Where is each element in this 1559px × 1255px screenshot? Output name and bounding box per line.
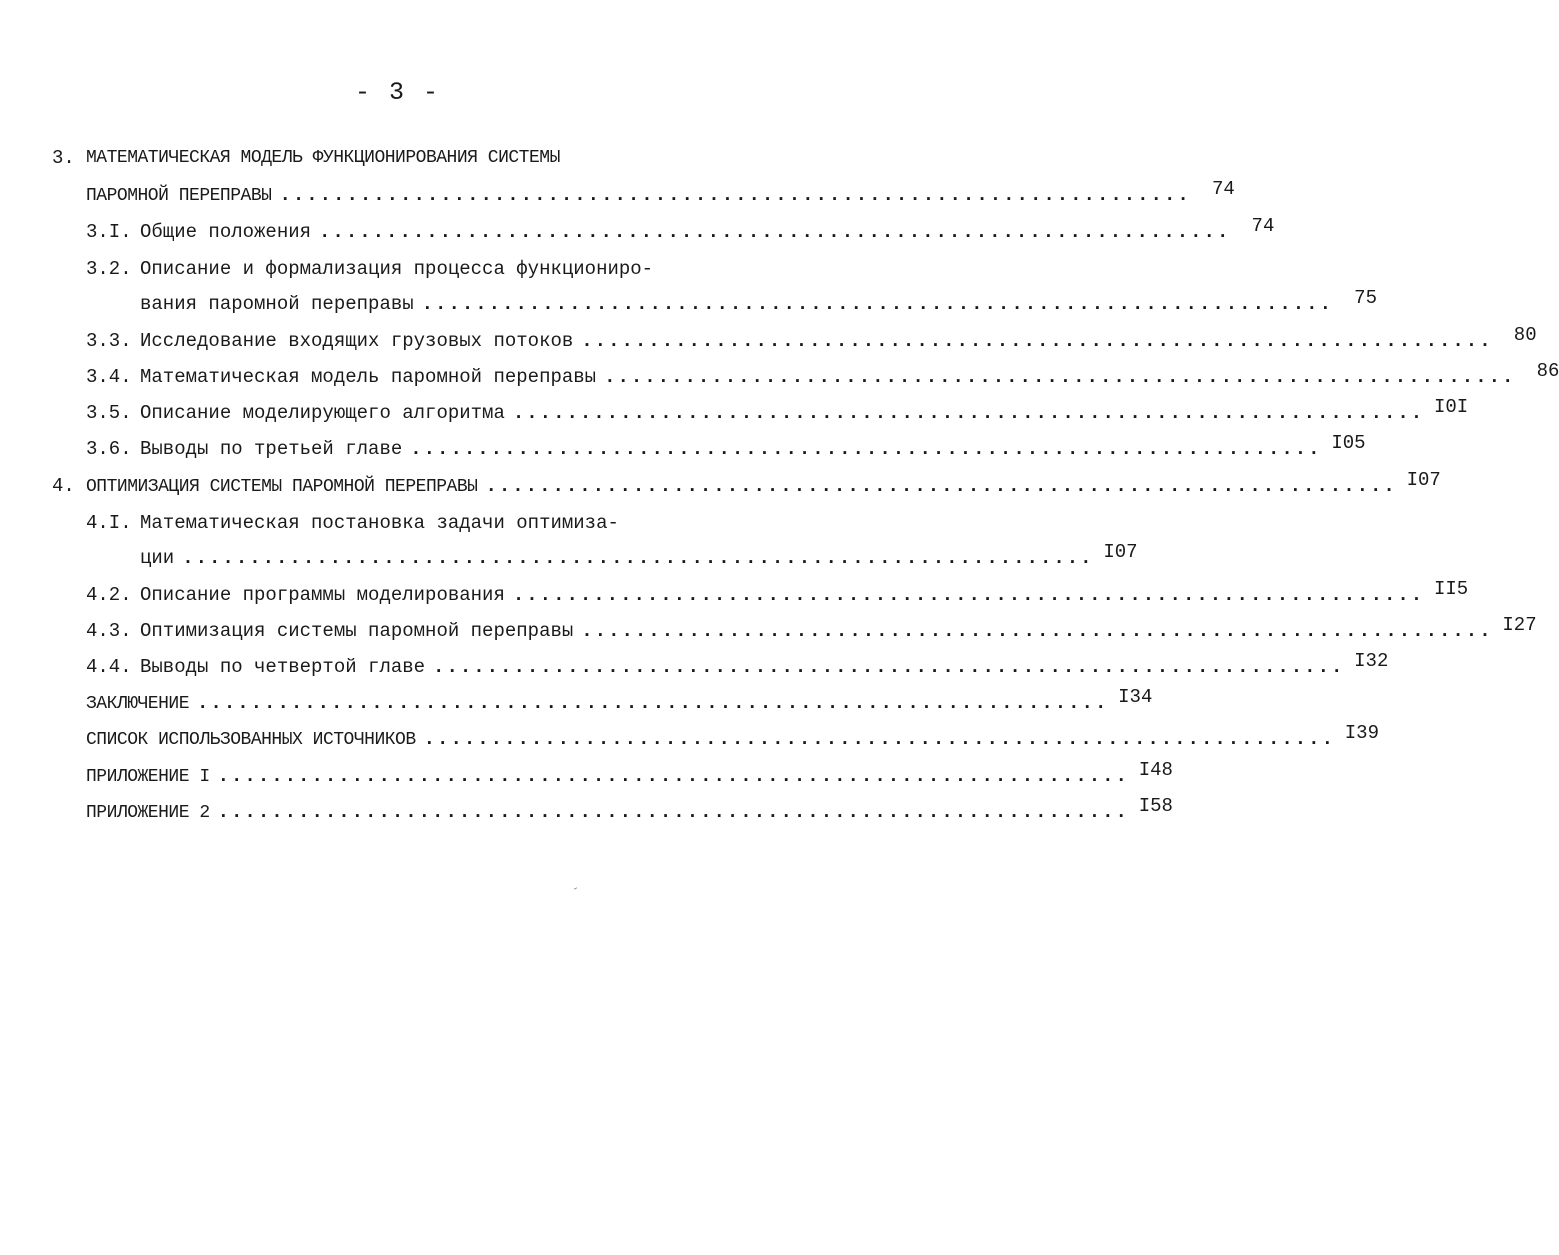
toc-section-3-1-page: 74	[1251, 215, 1275, 237]
toc-conclusion	[86, 686, 1153, 716]
toc-leader-dots: ....................................................................	[197, 692, 1109, 714]
toc-section-4-3-page: I27	[1502, 614, 1537, 636]
toc-chapter-3-title-line2: ПАРОМНОЙ ПЕРЕПРАВЫ	[86, 186, 272, 206]
toc-section-3-2-number: 3.2.	[86, 258, 132, 280]
toc-leader-dots: ....................................................................	[512, 402, 1425, 424]
toc-section-3-3-page: 80	[1513, 324, 1537, 346]
toc-leader-dots: ....................................................................	[410, 438, 1322, 460]
toc-leader-dots: ....................................................................	[433, 656, 1345, 678]
toc-section-4-4-number: 4.4.	[86, 656, 132, 678]
toc-section-4-1-line1	[86, 511, 680, 535]
toc-section-3-5-page: I0I	[1433, 396, 1469, 418]
toc-sources-title: СПИСОК ИСПОЛЬЗОВАННЫХ ИСТОЧНИКОВ	[86, 730, 416, 750]
toc-section-3-5-number: 3.5.	[86, 402, 132, 424]
toc-leader-dots: ....................................................................	[512, 584, 1425, 606]
toc-leader-dots: ....................................................................	[423, 728, 1335, 750]
toc-chapter-4-title: ОПТИМИЗАЦИЯ СИСТЕМЫ ПАРОМНОЙ ПЕРЕПРАВЫ	[86, 477, 478, 497]
toc-conclusion-title: ЗАКЛЮЧЕНИЕ	[86, 694, 190, 714]
toc-section-3-2-line2	[140, 287, 1377, 316]
toc-appendix-1	[86, 759, 1173, 789]
toc-leader-dots: ....................................................................	[581, 330, 1493, 352]
toc-section-3-2-title-line1: Описание и формализация процесса функциониро-	[140, 258, 654, 280]
toc-section-4-1-line2	[140, 541, 1138, 570]
page-number: - 3 -	[354, 78, 440, 107]
toc-chapter-3-title-line1: МАТЕМАТИЧЕСКАЯ МОДЕЛЬ ФУНКЦИОНИРОВАНИЯ СИСТЕМЫ	[86, 148, 560, 168]
toc-leader-dots: ....................................................................	[279, 184, 1191, 206]
toc-section-3-1-title: Общие положения	[140, 221, 312, 243]
toc-leader-dots: ....................................................................	[217, 765, 1129, 787]
toc-section-3-1-number: 3.I.	[86, 221, 132, 243]
toc-section-4-2-title: Описание программы моделирования	[140, 584, 505, 606]
toc-leader-dots: ....................................................................	[485, 475, 1397, 497]
toc-leader-dots: ....................................................................	[319, 221, 1231, 243]
toc-chapter-4-row	[86, 469, 1441, 499]
toc-section-3-4-page: 86	[1536, 360, 1559, 382]
toc-section-4-4-page: I32	[1354, 650, 1389, 672]
toc-section-4-2	[86, 578, 1469, 607]
toc-chapter-3-row	[86, 178, 1235, 208]
toc-chapter-4-number: 4.	[52, 475, 75, 497]
toc-section-4-4-title: Выводы по четвертой главе	[140, 656, 426, 678]
toc-appendix-1-title: ПРИЛОЖЕНИЕ I	[86, 767, 210, 787]
toc-section-4-1-number: 4.I.	[86, 512, 132, 534]
toc-leader-dots: ....................................................................	[581, 620, 1493, 642]
toc-section-4-4	[86, 650, 1389, 679]
toc-section-3-6-title: Выводы по третьей главе	[140, 438, 403, 460]
toc-section-3-2-title-line2: вания паромной переправы	[140, 293, 414, 315]
toc-section-3-2-line1	[86, 257, 680, 281]
toc-section-4-3-title: Оптимизация системы паромной переправы	[140, 620, 574, 642]
toc-leader-dots: ....................................................................	[217, 801, 1129, 823]
toc-section-4-1-title-line1: Математическая постановка задачи оптимиза-	[140, 512, 619, 534]
toc-section-3-5	[86, 396, 1469, 425]
toc-appendix-2	[86, 795, 1173, 825]
toc-section-3-1	[86, 215, 1275, 244]
toc-leader-dots: ....................................................................	[182, 547, 1094, 569]
toc-section-4-1-title-line2: ции	[140, 547, 175, 569]
toc-chapter-3-number: 3.	[52, 147, 75, 169]
toc-sources	[86, 722, 1379, 752]
toc-conclusion-page: I34	[1118, 686, 1153, 708]
toc-section-3-6-number: 3.6.	[86, 438, 132, 460]
toc-appendix-1-page: I48	[1138, 759, 1173, 781]
toc-chapter-3-page: 74	[1211, 178, 1235, 200]
toc-section-3-4-title: Математическая модель паромной переправы	[140, 366, 597, 388]
toc-section-3-6	[86, 432, 1366, 461]
scan-speck	[574, 887, 577, 889]
toc-chapter-4-page: I07	[1406, 469, 1441, 491]
toc-section-3-3-number: 3.3.	[86, 330, 132, 352]
toc-section-3-3	[86, 324, 1537, 353]
toc-section-3-4	[86, 360, 1559, 389]
toc-section-3-5-title: Описание моделирующего алгоритма	[140, 402, 505, 424]
toc-section-4-3-number: 4.3.	[86, 620, 132, 642]
toc-appendix-2-title: ПРИЛОЖЕНИЕ 2	[86, 803, 210, 823]
toc-leader-dots: ....................................................................	[421, 293, 1333, 315]
toc-leader-dots: ....................................................................	[604, 366, 1516, 388]
toc-section-4-1-page: I07	[1103, 541, 1138, 563]
toc-section-4-2-number: 4.2.	[86, 584, 132, 606]
toc-section-4-2-page: II5	[1433, 578, 1469, 600]
toc-section-3-2-page: 75	[1354, 287, 1377, 309]
toc-section-4-3	[86, 614, 1537, 643]
toc-appendix-2-page: I58	[1138, 795, 1173, 817]
toc-section-3-4-number: 3.4.	[86, 366, 132, 388]
toc-section-3-6-page: I05	[1331, 432, 1366, 454]
toc-sources-page: I39	[1344, 722, 1379, 744]
toc-section-3-3-title: Исследование входящих грузовых потоков	[140, 330, 574, 352]
